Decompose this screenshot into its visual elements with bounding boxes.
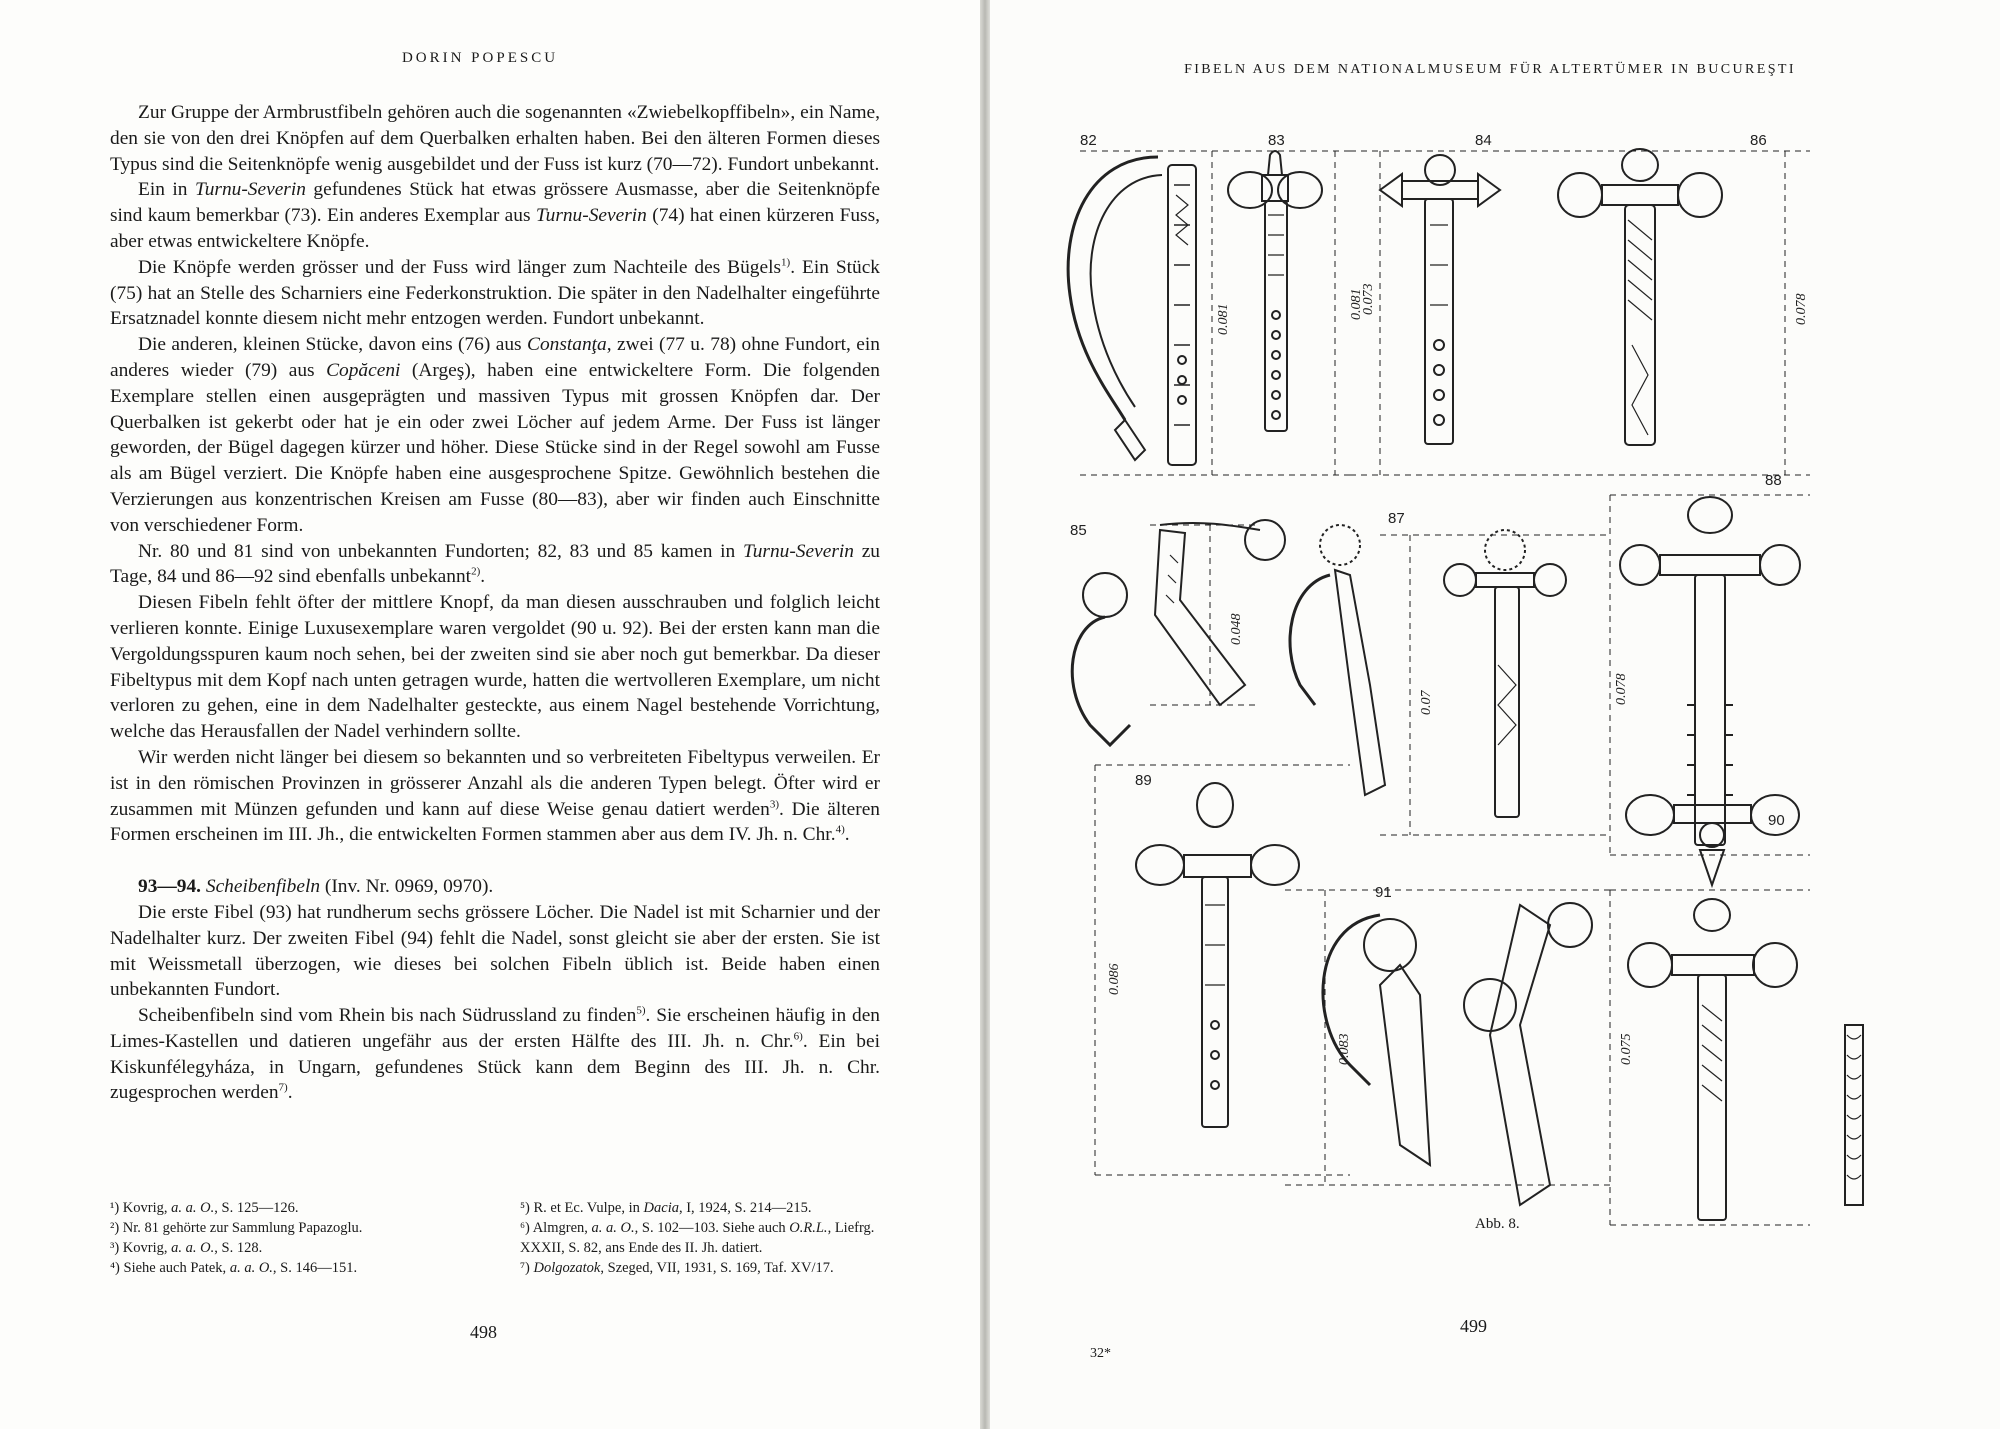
footnote-7: ⁷) Dolgozatok, Szeged, VII, 1931, S. 169, Taf. XV/17. bbox=[520, 1260, 834, 1276]
paragraph: Nr. 80 und 81 sind von unbekannten Fundorten; 82, 83 und 85 kamen in Turnu-Severin zu Tage, 84 und 86—92 sind ebenfalls unbekannt$^{2)}$. bbox=[110, 540, 880, 588]
dimension-label: 0.081 bbox=[1216, 303, 1231, 335]
figure-number: 82 bbox=[1080, 132, 1097, 149]
dimension-label: 0.078 bbox=[1614, 673, 1629, 705]
paragraph: Zur Gruppe der Armbrustfibeln gehören auch die sogenannten «Zwiebelkopffibeln», ein Name, den sie von den drei Knöpfen auf dem Querbalken erhalten haben. Bei den älteren Formen dieses Typus sind die Seitenknöpfe wenig ausgebildet und der Fuss ist kurz (70—72). Fundort unbekannt. bbox=[110, 102, 880, 175]
figure-number: 85 bbox=[1070, 522, 1087, 539]
paragraph: Diesen Fibeln fehlt öfter der mittlere Knopf, da man diesen ausschrauben und folglich leicht verlieren konnte. Einige Luxusexemplare waren vergoldet (90 u. 92). Bei der ersten kann man die Vergoldungsspuren kaum noch sehen, bei der zweiten sind sie aber noch gut bemerkbar. Da dieser Fibeltypus mit dem Kopf nach unten getragen wurde, hatten die wertvolleren Exemplare, um nicht verloren zu gehen, eine in dem Nadelhalter gesteckte, aus einem Nagel bestehende Vorrichtung, welche das Herausfallen der Nadel verhindern sollte. bbox=[110, 592, 880, 743]
fibula-90-drawing bbox=[1626, 795, 1799, 885]
paragraph: Ein in Turnu-Severin gefundenes Stück hat etwas grössere Ausmasse, aber die Seitenknöpfe sind kaum bemerkbar (73). Ein anderes Exemplar aus Turnu-Severin (74) hat einen kürzeren Fuss, aber etwas entwickeltere Knöpfe. bbox=[110, 179, 881, 252]
figure-number: 84 bbox=[1475, 132, 1492, 149]
figure-number: 91 bbox=[1375, 884, 1392, 901]
dimension-lines bbox=[1080, 151, 1810, 1225]
figure-caption: Abb. 8. bbox=[1475, 1216, 1520, 1232]
fibula-88-drawing bbox=[1620, 497, 1800, 845]
figure-number: 88 bbox=[1765, 472, 1782, 489]
paragraph: Die anderen, kleinen Stücke, davon eins (76) aus Constanţa, zwei (77 u. 78) ohne Fundort, ein anderes wieder (79) aus Copăceni (Argeş), haben eine entwickeltere Form. Die folgenden Exemplare stellen einen ausgeprägten und massiven Typus mit grossen Knöpfen dar. Der Querbalken ist gekerbt oder hat je ein oder zwei Löcher auf jedem Arme. Der Fuss ist länger geworden, der Bügel dagegen kürzer und höher. Diese Stücke sind in der Regel sowohl am Fusse als am Bügel verziert. Die Knöpfe haben eine ausgesprochene Spitze. Gewöhnlich bestehen die Verzierungen aus konzentrischen Kreisen am Fusse (80—83), aber wir finden auch Einschnitte von verschiedener Form. bbox=[110, 334, 880, 536]
fibula-82-drawing bbox=[1068, 157, 1196, 465]
fibula-84-drawing bbox=[1380, 155, 1500, 444]
right-page bbox=[990, 0, 2000, 1429]
body-text bbox=[110, 100, 880, 1106]
footnote-ref: 2) bbox=[471, 565, 481, 578]
footnote-ref: 5) bbox=[636, 1004, 646, 1017]
footnote-6: ⁶) Almgren, a. a. O., S. 102—103. Siehe auch O.R.L., Liefrg. XXXII, S. 82, ans Ende des II. Jh. datiert. bbox=[520, 1220, 875, 1256]
paragraph: Die Knöpfe werden grösser und der Fuss wird länger zum Nachteile des Bügels$^{1)}$. Ein Stück (75) hat an Stelle des Scharniers eine Federkonstruktion. Die später in den Nadelhalter eingeführte Ersatznadel konnte diesem nicht mehr entzogen werden. Fundort unbekannt. bbox=[110, 256, 881, 330]
fibula-89-drawing bbox=[1136, 783, 1299, 1127]
figure-number: 87 bbox=[1388, 510, 1405, 527]
fibula-86-drawing bbox=[1558, 149, 1722, 445]
footnote-4: ⁴) Siehe auch Patek, a. a. O., S. 146—151. bbox=[110, 1260, 358, 1276]
fibula-83-drawing bbox=[1228, 151, 1322, 431]
paragraph: Wir werden nicht länger bei diesem so bekannten und so verbreiteten Fibeltypus verweilen. Er ist in den römischen Provinzen in grösserer Anzahl als die anderen Typen belegt. Öfter wird er zusammen mit Münzen gefunden und kann auf diese Weise genau datiert werden$^{3)}$. Die älteren Formen erscheinen im III. Jh., die entwickelten Formen stammen aber aus dem IV. Jh. n. Chr.$^{4)}$. bbox=[110, 746, 880, 846]
signature-mark: 32* bbox=[1090, 1346, 1111, 1361]
fibulae-plate-figure bbox=[1050, 132, 1970, 1255]
running-head: DORIN POPESCU bbox=[401, 50, 559, 66]
dimension-label: 0.078 bbox=[1794, 293, 1809, 325]
figure-number: 83 bbox=[1268, 132, 1285, 149]
page-number: 499 bbox=[1460, 1316, 1487, 1336]
footnote-ref: 3) bbox=[769, 798, 780, 811]
section-heading: 93—94. Scheibenfibeln (Inv. Nr. 0969, 0970). bbox=[138, 876, 494, 898]
footnote-5: ⁵) R. et Ec. Vulpe, in Dacia, I, 1924, S. 214—215. bbox=[520, 1200, 812, 1216]
fibula-85-drawing bbox=[1072, 520, 1285, 745]
page-number: 498 bbox=[470, 1322, 497, 1342]
book-gutter bbox=[980, 0, 990, 1429]
dimension-label: 0.086 bbox=[1107, 963, 1122, 995]
dimension-label: 0.083 bbox=[1337, 1033, 1352, 1065]
dimension-label: 0.075 bbox=[1619, 1033, 1634, 1065]
paragraph: Scheibenfibeln sind vom Rhein bis nach Südrussland zu finden$^{5)}$. Sie erscheinen häufig in den Limes-Kastellen und datieren ungefähr aus der ersten Hälfte des III. Jh. n. Chr.$^{6)}$. Ein bei Kiskunfélegyháza, in Ungarn, gefundenes Stück kann dem Beginn des III. Jh. n. Chr. zugesprochen werden$^{7)}$. bbox=[110, 1004, 881, 1104]
figure-number: 89 bbox=[1135, 772, 1152, 789]
paragraph: Die erste Fibel (93) hat rundherum sechs grössere Löcher. Die Nadel ist mit Scharnier und der Nadelhalter kurz. Der zweiten Fibel (94) fehlt die Nadel, sonst gleicht sie aber der ersten. Sie ist mit Weissmetall überzogen, wie dieses bei solchen Fibeln üblich ist. Beide haben einen unbekannten Fundort. bbox=[110, 901, 880, 1001]
dimension-label: 0.073 bbox=[1361, 283, 1376, 315]
fibula-91-drawing bbox=[1323, 903, 1592, 1205]
fibula-92-drawing bbox=[1628, 899, 1863, 1220]
footnote-3: ³) Kovrig, a. a. O., S. 128. bbox=[110, 1240, 263, 1256]
footnote-ref: 4) bbox=[835, 823, 845, 836]
footnote-ref: 7) bbox=[278, 1082, 288, 1095]
footnote-ref: 6) bbox=[793, 1030, 803, 1043]
dimension-label: 0.081 bbox=[1349, 288, 1364, 320]
fibula-87-drawing bbox=[1290, 525, 1566, 817]
dimension-label: 0.07 bbox=[1419, 690, 1434, 715]
left-page bbox=[0, 0, 980, 1429]
running-head: FIBELN AUS DEM NATIONALMUSEUM FÜR ALTERTÜMER IN BUCUREŞTI bbox=[1184, 62, 1796, 77]
footnote-ref: 1) bbox=[781, 256, 791, 269]
dimension-label: 0.048 bbox=[1229, 613, 1244, 645]
footnote-2: ²) Nr. 81 gehörte zur Sammlung Papazoglu. bbox=[110, 1220, 363, 1236]
figure-number: 86 bbox=[1750, 132, 1767, 149]
footnote-1: ¹) Kovrig, a. a. O., S. 125—126. bbox=[110, 1200, 299, 1216]
figure-number: 90 bbox=[1768, 812, 1785, 829]
